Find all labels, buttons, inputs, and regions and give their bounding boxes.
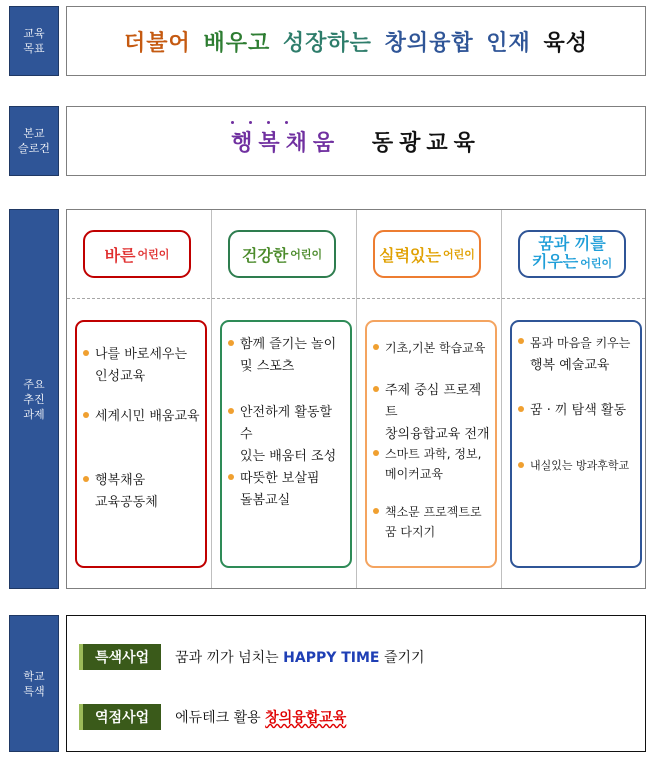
badge-title: 실력있는	[379, 245, 441, 265]
feature-text: 에듀테크 활용 창의융합교육	[175, 710, 347, 726]
goal-label	[9, 6, 59, 76]
badge-title: 바른	[104, 245, 136, 265]
goal-word: 성장하는	[282, 30, 372, 56]
creative-fusion-highlight: 창의융합교육	[265, 710, 347, 726]
task-card-4	[510, 320, 642, 568]
goal-word: 육성	[543, 30, 588, 56]
badge-silryeok	[373, 230, 481, 278]
task-card-1	[75, 320, 207, 568]
happy-time-highlight: HAPPY TIME	[283, 650, 380, 666]
tasks-label-line2: 추진	[23, 392, 45, 406]
badge-kkum-kki	[518, 230, 626, 278]
slogan	[231, 126, 481, 157]
task-item: 나를 바로세우는 인성교육	[83, 344, 201, 388]
task-column-3	[357, 210, 502, 588]
slogan-box	[66, 106, 646, 176]
task-card-3	[365, 320, 497, 568]
task-column-1	[67, 210, 212, 588]
slogan-label	[9, 106, 59, 176]
task-item: 기초,기본 학습교육	[373, 338, 491, 358]
goal-label-line2: 목표	[23, 42, 45, 55]
tasks-label-line3: 과제	[23, 407, 45, 421]
task-item: 꿈 · 끼 탐색 활동	[518, 400, 636, 422]
feature-tag: 특색사업	[79, 644, 161, 670]
badge-title-line1: 꿈과 끼를	[538, 234, 606, 253]
feature-row-2	[79, 704, 346, 730]
task-item: 따뜻한 보살핌 돌봄교실	[228, 468, 346, 512]
task-item: 내실있는 방과후학교	[518, 456, 636, 476]
badge-subtitle: 어린이	[137, 248, 170, 261]
features-box	[66, 615, 646, 752]
goal-word: 창의융합	[384, 30, 474, 56]
goal-box	[66, 6, 646, 76]
task-item: 몸과 마음을 키우는 행복 예술교육	[518, 332, 636, 377]
slogan-part1	[231, 131, 354, 156]
badge-title-line2: 키우는	[531, 252, 579, 271]
goal-word: 인재	[486, 30, 531, 56]
emphasis-dots	[231, 121, 354, 124]
feature-text: 꿈과 끼가 넘치는 HAPPY TIME 즐기기	[175, 650, 425, 666]
task-item: 스마트 과학, 정보, 메이커교육	[373, 444, 491, 484]
features-label-line2: 특색	[23, 684, 45, 698]
badge-subtitle: 어린이	[580, 257, 613, 270]
badge-bareun	[83, 230, 191, 278]
task-item: 주제 중심 프로젝트 창의융합교육 전개	[373, 380, 491, 446]
features-label	[9, 615, 59, 752]
feature-tag: 역점사업	[79, 704, 161, 730]
badge-title: 건강한	[241, 245, 289, 265]
tasks-label-line1: 주요	[23, 377, 45, 391]
task-column-2	[212, 210, 357, 588]
slogan-part2: 동광교육	[371, 130, 481, 156]
badge-subtitle: 어린이	[442, 248, 475, 261]
task-item: 세계시민 배움교육	[83, 406, 201, 428]
task-item: 함께 즐기는 놀이 및 스포츠	[228, 334, 346, 378]
slogan-label-line1: 본교	[23, 127, 45, 140]
feature-row-1	[79, 644, 425, 670]
slogan-part1-text: 행복채움	[231, 130, 341, 156]
tasks-box	[66, 209, 646, 589]
goal-word: 배우고	[203, 30, 271, 56]
goal-statement	[122, 26, 590, 57]
task-card-2	[220, 320, 352, 568]
slogan-label-line2: 슬로건	[18, 142, 50, 155]
task-column-4	[502, 210, 645, 588]
goal-label-line1: 교육	[23, 27, 45, 40]
task-item: 안전하게 활동할 수 있는 배움터 조성	[228, 402, 346, 468]
tasks-label	[9, 209, 59, 589]
task-item: 책소문 프로젝트로 꿈 다지기	[373, 502, 491, 542]
goal-word: 더불어	[124, 30, 191, 56]
features-label-line1: 학교	[23, 669, 45, 683]
task-item: 행복채움 교육공동체	[83, 470, 201, 514]
badge-geonganghan	[228, 230, 336, 278]
badge-subtitle: 어린이	[290, 248, 323, 261]
